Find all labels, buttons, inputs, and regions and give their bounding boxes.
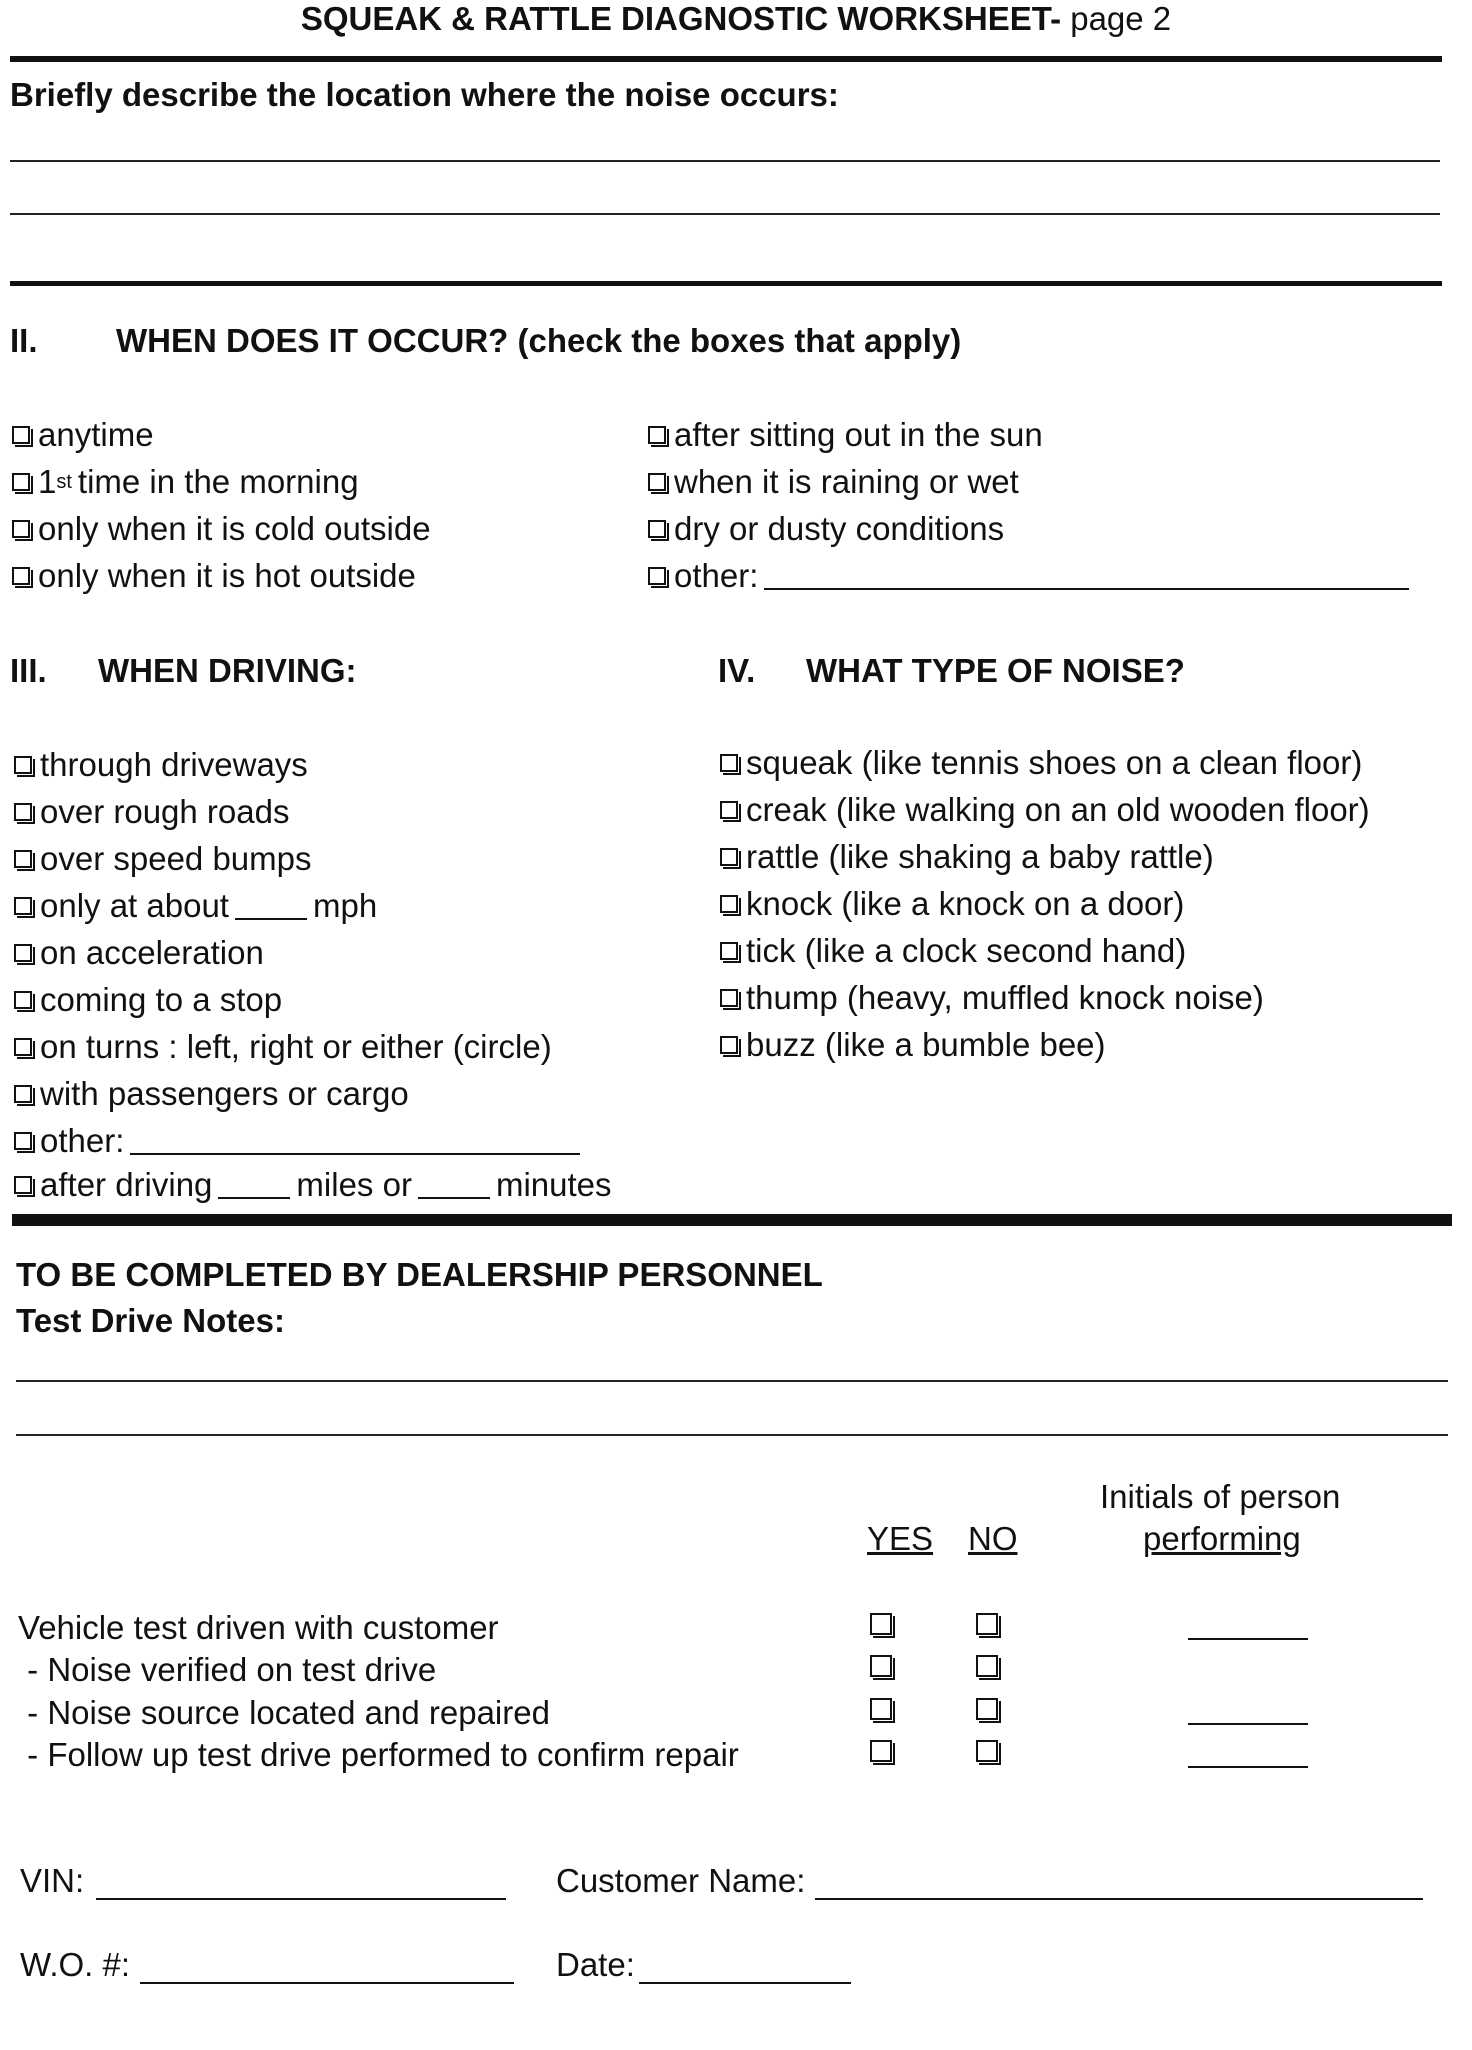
vin-blank[interactable] [96, 1872, 506, 1900]
section3-numeral: III. [10, 652, 47, 689]
initials-line[interactable] [1188, 1723, 1308, 1725]
noise-creak[interactable]: creak (like walking on an old wooden floor) [720, 791, 1370, 829]
checkbox-icon[interactable] [720, 895, 738, 913]
checkbox-icon[interactable] [720, 754, 738, 772]
option-other-when[interactable]: other: [648, 557, 1415, 595]
wo-field[interactable]: W.O. #: [20, 1946, 520, 1984]
col-yes: YES [867, 1520, 934, 1557]
option-raining[interactable]: when it is raining or wet [648, 463, 1019, 501]
section-rule-2 [10, 281, 1442, 286]
row-test-driven-label: Vehicle test driven with customer [18, 1609, 499, 1646]
yes-checkbox-icon[interactable] [870, 1740, 892, 1762]
noise-squeak[interactable]: squeak (like tennis shoes on a clean floor) [720, 744, 1362, 782]
noise-buzz[interactable]: buzz (like a bumble bee) [720, 1026, 1106, 1064]
noise-rattle[interactable]: rattle (like shaking a baby rattle) [720, 838, 1214, 876]
checkbox-icon[interactable] [648, 567, 666, 585]
initials-line[interactable] [1188, 1766, 1308, 1768]
checkbox-icon[interactable] [648, 426, 666, 444]
no-checkbox-icon[interactable] [976, 1655, 998, 1677]
location-line-1[interactable] [10, 160, 1440, 162]
noise-thump[interactable]: thump (heavy, muffled knock noise) [720, 979, 1264, 1017]
row-noise-verified-label: - Noise verified on test drive [18, 1651, 437, 1688]
no-checkbox-icon[interactable] [976, 1698, 998, 1720]
location-line-2[interactable] [10, 213, 1440, 215]
checkbox-icon[interactable] [14, 897, 32, 915]
checkbox-icon[interactable] [14, 991, 32, 1009]
checkbox-icon[interactable] [14, 850, 32, 868]
checkbox-icon[interactable] [12, 567, 30, 585]
option-cold-outside[interactable]: only when it is cold outside [12, 510, 431, 548]
top-rule [10, 56, 1442, 62]
checkbox-icon[interactable] [14, 1038, 32, 1056]
checkbox-icon[interactable] [14, 756, 32, 774]
checkbox-icon[interactable] [648, 520, 666, 538]
notes-line-1[interactable] [16, 1380, 1448, 1382]
col-no: NO [968, 1520, 1018, 1557]
section3-heading: WHEN DRIVING: [98, 652, 357, 689]
customer-name-field[interactable]: Customer Name: [556, 1862, 1429, 1900]
driving-other[interactable]: other: [14, 1122, 586, 1160]
noise-knock[interactable]: knock (like a knock on a door) [720, 885, 1184, 923]
checkbox-icon[interactable] [14, 1085, 32, 1103]
option-anytime[interactable]: anytime [12, 416, 154, 454]
row-noise-repaired-label: - Noise source located and repaired [18, 1694, 550, 1731]
driving-after-driving[interactable]: after driving miles or minutes [14, 1166, 612, 1204]
dealership-rule [12, 1214, 1452, 1226]
driving-rough-roads[interactable]: over rough roads [14, 793, 289, 831]
driving-speed-bumps[interactable]: over speed bumps [14, 840, 312, 878]
yes-checkbox-icon[interactable] [870, 1655, 892, 1677]
driving-turns[interactable]: on turns : left, right or either (circle) [14, 1028, 552, 1066]
yes-checkbox-icon[interactable] [870, 1698, 892, 1720]
notes-line-2[interactable] [16, 1434, 1448, 1436]
dealership-heading: TO BE COMPLETED BY DEALERSHIP PERSONNEL [16, 1256, 823, 1293]
checkbox-icon[interactable] [720, 1036, 738, 1054]
wo-blank[interactable] [140, 1956, 514, 1984]
section4-heading: WHAT TYPE OF NOISE? [806, 652, 1185, 689]
yes-checkbox-icon[interactable] [870, 1613, 892, 1635]
no-checkbox-icon[interactable] [976, 1613, 998, 1635]
checkbox-icon[interactable] [720, 989, 738, 1007]
row-followup-label: - Follow up test drive performed to confirm repair [18, 1736, 739, 1773]
date-blank[interactable] [639, 1956, 851, 1984]
checkbox-icon[interactable] [720, 848, 738, 866]
initials-line[interactable] [1188, 1638, 1308, 1640]
checkbox-icon[interactable] [648, 473, 666, 491]
title-bold: SQUEAK & RATTLE DIAGNOSTIC WORKSHEET- [300, 0, 1062, 37]
driving-acceleration[interactable]: on acceleration [14, 934, 264, 972]
checkbox-icon[interactable] [12, 473, 30, 491]
section2-numeral: II. [10, 322, 38, 359]
other-when-blank[interactable] [764, 562, 1409, 590]
no-checkbox-icon[interactable] [976, 1740, 998, 1762]
test-drive-notes-label: Test Drive Notes: [16, 1302, 285, 1339]
checkbox-icon[interactable] [14, 1132, 32, 1150]
driving-stop[interactable]: coming to a stop [14, 981, 282, 1019]
driving-only-at-speed[interactable]: only at about mph [14, 887, 377, 925]
checkbox-icon[interactable] [12, 426, 30, 444]
checkbox-icon[interactable] [14, 1176, 32, 1194]
checkbox-icon[interactable] [14, 803, 32, 821]
driving-driveways[interactable]: through driveways [14, 746, 308, 784]
col-initials-line2: performing [1143, 1520, 1301, 1557]
option-dusty[interactable]: dry or dusty conditions [648, 510, 1004, 548]
checkbox-icon[interactable] [12, 520, 30, 538]
checkbox-icon[interactable] [720, 942, 738, 960]
noise-tick[interactable]: tick (like a clock second hand) [720, 932, 1186, 970]
customer-name-blank[interactable] [815, 1872, 1423, 1900]
driving-other-blank[interactable] [130, 1127, 580, 1155]
vin-field[interactable]: VIN: [20, 1862, 512, 1900]
speed-blank[interactable] [235, 892, 307, 920]
page-title [0, 0, 1472, 38]
minutes-blank[interactable] [418, 1171, 490, 1199]
date-field[interactable]: Date: [556, 1946, 857, 1984]
option-hot-outside[interactable]: only when it is hot outside [12, 557, 416, 595]
option-first-time-morning[interactable]: 1 st time in the morning [12, 463, 359, 501]
section4-numeral: IV. [718, 652, 756, 689]
col-initials-line1: Initials of person [1100, 1478, 1341, 1515]
section2-heading: WHEN DOES IT OCCUR? (check the boxes that apply) [116, 322, 962, 359]
driving-passengers[interactable]: with passengers or cargo [14, 1075, 409, 1113]
location-prompt: Briefly describe the location where the noise occurs: [10, 76, 839, 113]
miles-blank[interactable] [218, 1171, 290, 1199]
checkbox-icon[interactable] [14, 944, 32, 962]
title-page: page 2 [1061, 0, 1172, 37]
checkbox-icon[interactable] [720, 801, 738, 819]
option-sun[interactable]: after sitting out in the sun [648, 416, 1043, 454]
